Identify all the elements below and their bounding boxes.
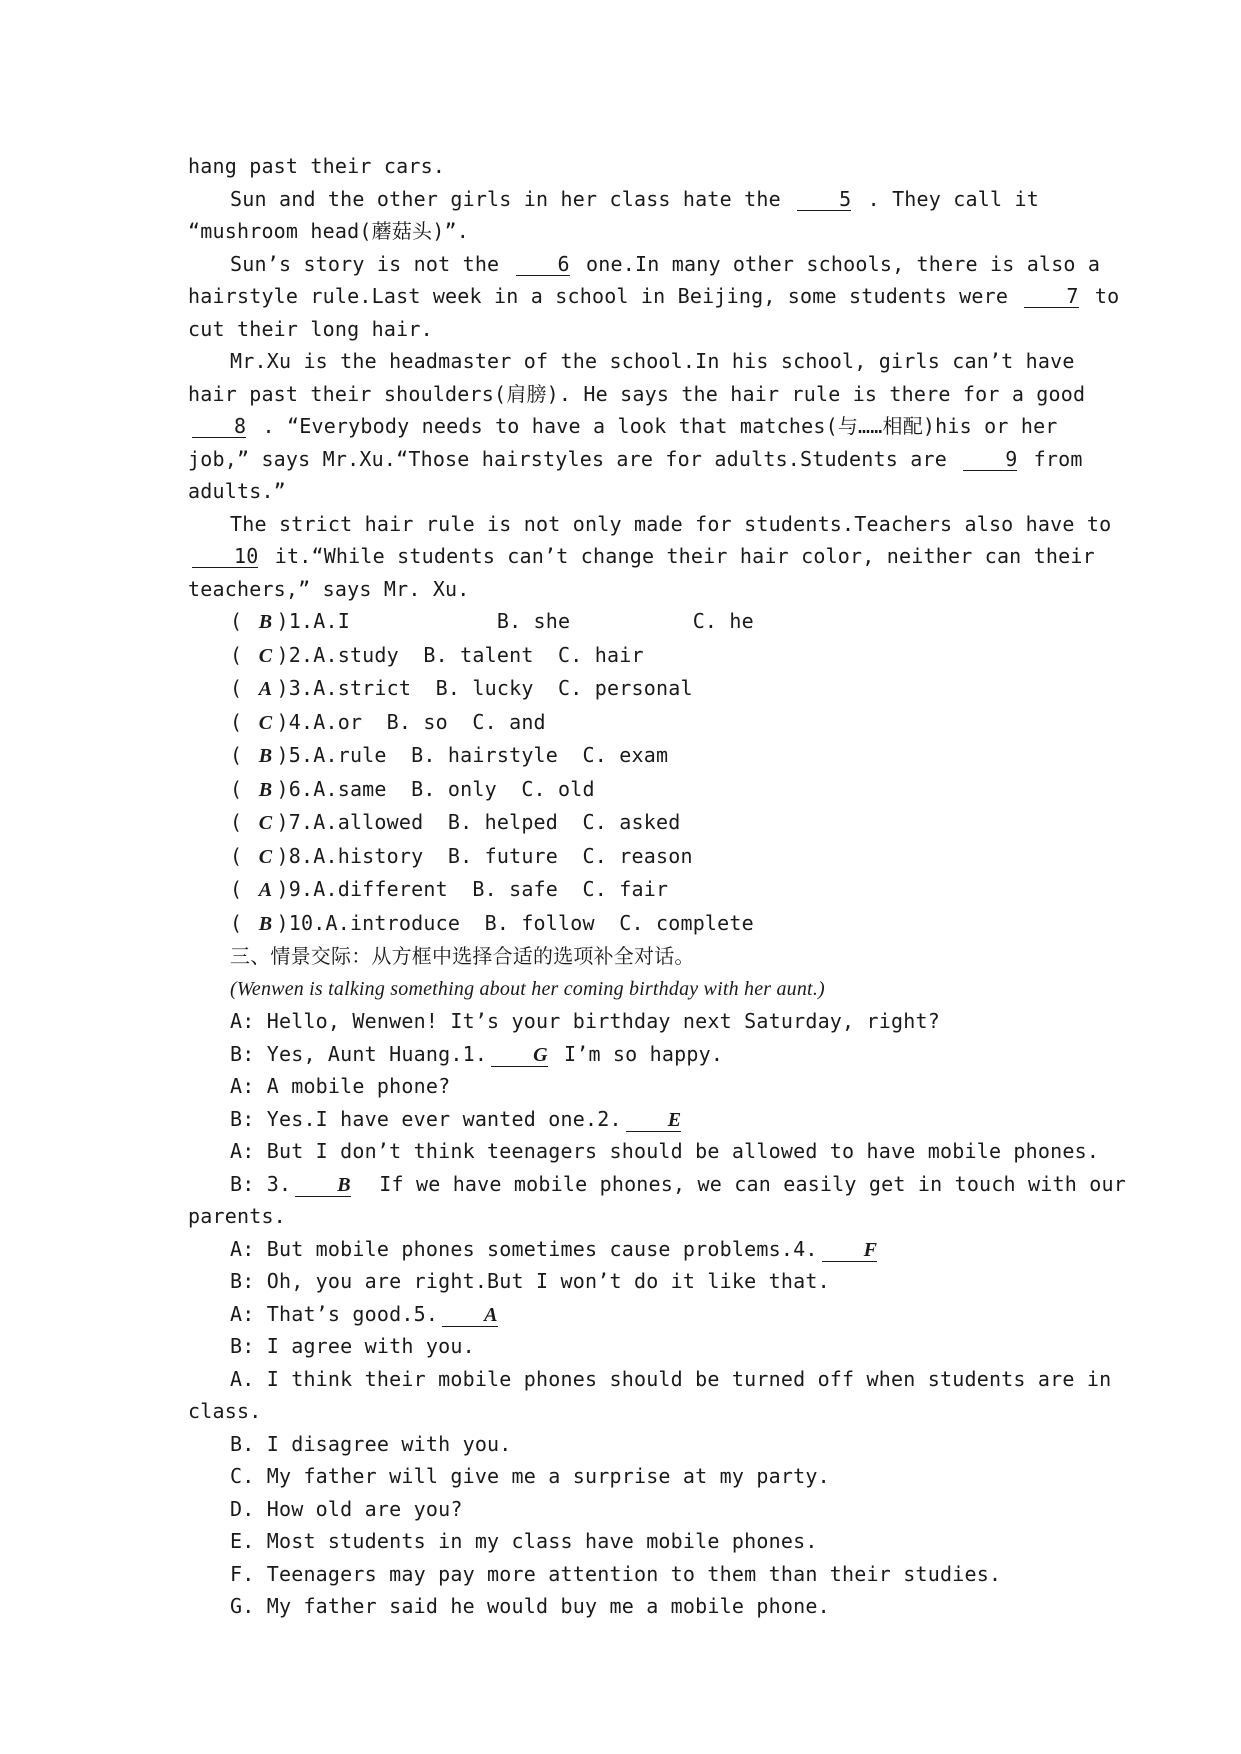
blank-8[interactable]: 8	[192, 415, 246, 438]
blank-6[interactable]: 6	[516, 253, 570, 276]
blank-10[interactable]: 10	[192, 545, 258, 568]
answer-mark[interactable]: C	[258, 812, 273, 834]
option-b: B. I disagree with you.	[230, 1431, 512, 1456]
answer-mark[interactable]: B	[258, 778, 273, 801]
dialogue-blank-4[interactable]: F	[822, 1239, 878, 1262]
answer-mark[interactable]: B	[258, 745, 273, 767]
choice-item: ( C )8.A.history B. future C. reason	[188, 840, 1128, 874]
dialogue-blank-1[interactable]: G	[491, 1044, 548, 1067]
dialogue-line: A: Hello, Wenwen! It’s your birthday next Saturday, right?	[230, 1009, 940, 1033]
choice-list	[188, 605, 1128, 940]
dialogue-blank-2[interactable]: E	[626, 1109, 682, 1132]
dialogue	[188, 1005, 1139, 1363]
option-g: G. My father said he would buy me a mobile phone.	[230, 1594, 830, 1618]
choice-item: ( B )6.A.same B. only C. old	[188, 773, 1128, 807]
section-heading: 三、情景交际：从方框中选择合适的选项补全对话。	[230, 944, 695, 968]
answer-mark[interactable]: B	[258, 611, 273, 633]
option-a: A. I think their mobile phones should be turned off when students are in class.	[188, 1366, 1124, 1423]
choice-item: ( A )3.A.strict B. lucky C. personal	[188, 672, 1128, 706]
dialogue-line: A: That’s good.5. A	[230, 1301, 498, 1326]
answer-mark[interactable]: C	[258, 845, 273, 868]
dialogue-line: B: Yes.I have ever wanted one.2. E	[230, 1106, 682, 1131]
dialogue-line: B: I agree with you.	[230, 1334, 475, 1358]
answer-mark[interactable]: B	[258, 912, 273, 935]
dialogue-context: (Wenwen is talking something about her coming birthday with her aunt.)	[230, 977, 825, 1000]
choice-item: ( B )10.A.introduce B. follow C. complete	[188, 907, 1128, 941]
dialogue-line: B: Oh, you are right.But I won’t do it like that.	[230, 1269, 830, 1293]
dialogue-line: A: A mobile phone?	[230, 1074, 451, 1098]
choice-item: ( C )2.A.study B. talent C. hair	[188, 639, 1128, 673]
answer-mark[interactable]: C	[258, 644, 273, 667]
passage-paragraph: The strict hair rule is not only made for students.Teachers also have to 10 it.“While students can’t change their hair color, neither can their teachers,” says Mr. Xu.	[188, 511, 1124, 601]
dialogue-line: B: Yes, Aunt Huang.1. G I’m so happy.	[230, 1041, 724, 1066]
choice-item: ( B )1.A.I B. she C. he	[188, 605, 1128, 639]
answer-mark[interactable]: C	[258, 711, 273, 734]
choice-item: ( C )7.A.allowed B. helped C. asked	[188, 806, 1128, 840]
dialogue-line: B: 3. B If we have mobile phones, we can easily get in touch with our parents.	[188, 1171, 1139, 1228]
document-content	[188, 150, 1139, 1623]
choice-item: ( B )5.A.rule B. hairstyle C. exam	[188, 739, 1128, 773]
dialogue-line: A: But I don’t think teenagers should be allowed to have mobile phones.	[230, 1139, 1100, 1163]
dialogue-line: A: But mobile phones sometimes cause problems.4. F	[230, 1236, 878, 1261]
option-box	[188, 1363, 1128, 1623]
blank-7[interactable]: 7	[1024, 285, 1078, 308]
option-c: C. My father will give me a surprise at my party.	[230, 1464, 830, 1488]
blank-5[interactable]: 5	[797, 188, 851, 211]
option-e: E. Most students in my class have mobile phones.	[230, 1529, 818, 1553]
choice-item: ( A )9.A.different B. safe C. fair	[188, 873, 1128, 907]
answer-mark[interactable]: A	[258, 678, 273, 700]
option-f: F. Teenagers may pay more attention to them than their studies.	[230, 1561, 1002, 1586]
passage-paragraph: Mr.Xu is the headmaster of the school.In his school, girls can’t have hair past their shoulders(肩膀). He says the hair rule is there for a good 8 . “Everybody needs to have a look that matches(与……相配)his or her job,” says Mr.Xu.“Those hairstyles are for adults.Students are 9 from adults.”	[188, 349, 1098, 503]
answer-mark[interactable]: A	[258, 879, 273, 901]
dialogue-blank-5[interactable]: A	[442, 1304, 498, 1327]
dialogue-blank-3[interactable]: B	[295, 1174, 351, 1197]
option-d: D. How old are you?	[230, 1496, 463, 1521]
choice-item: ( C )4.A.or B. so C. and	[188, 706, 1128, 740]
blank-9[interactable]: 9	[963, 448, 1017, 471]
passage-paragraph: Sun’s story is not the 6 one.In many other schools, there is also a hairstyle rule.Last week in a school in Beijing, some students were 7 to cut their long hair.	[188, 251, 1132, 341]
passage-line: hang past their cars.	[188, 154, 446, 178]
passage-paragraph: Sun and the other girls in her class hate the 5 . They call it “mushroom head(蘑菇头)”.	[188, 186, 1052, 243]
